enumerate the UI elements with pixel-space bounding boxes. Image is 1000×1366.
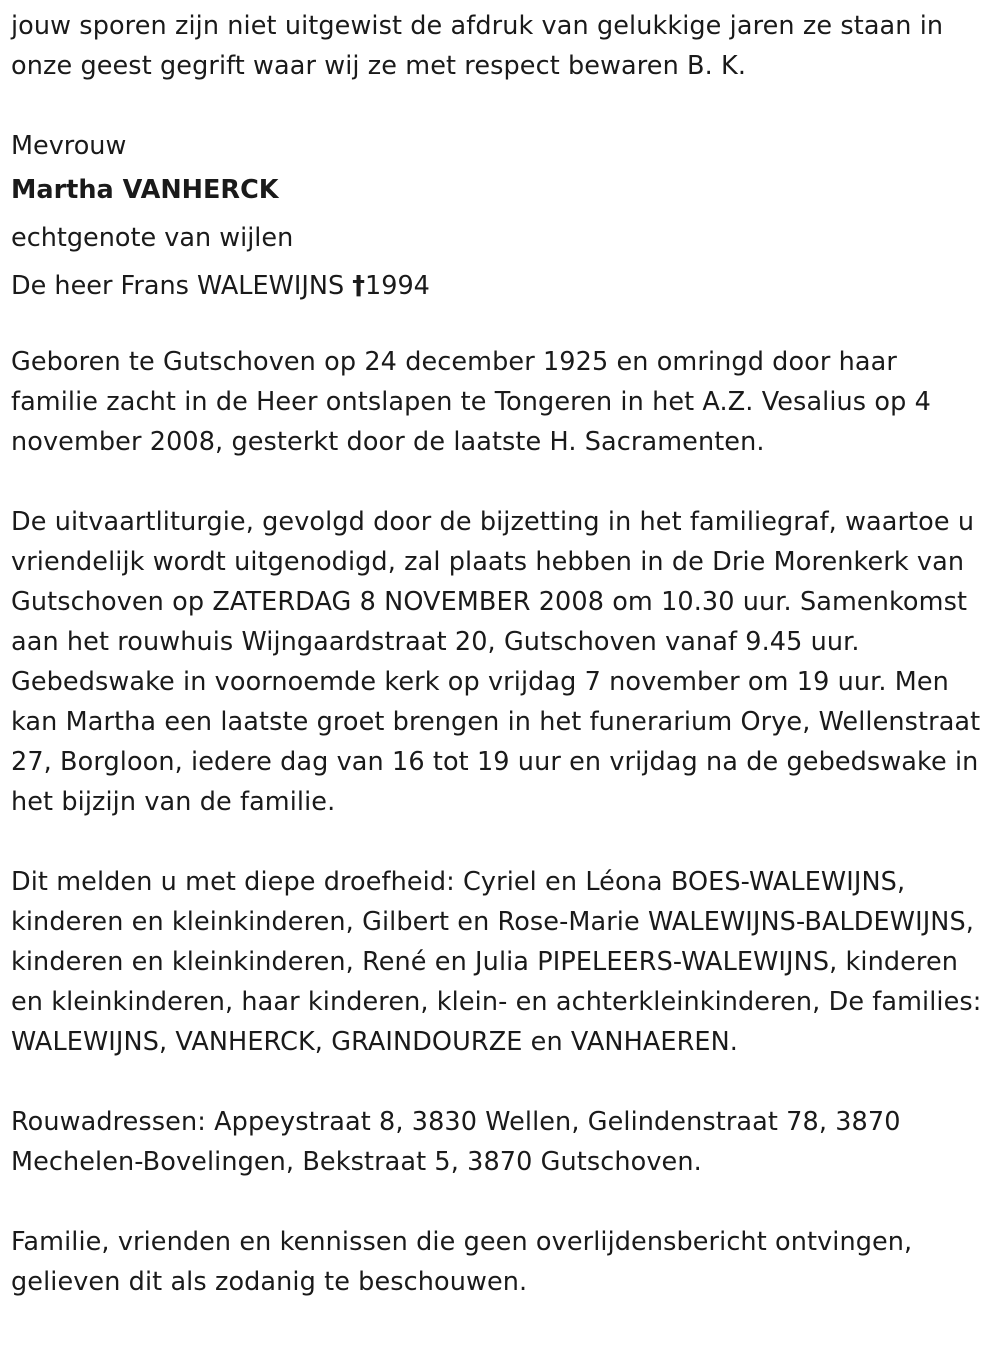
spacer — [11, 462, 989, 502]
closing-paragraph: Familie, vrienden en kennissen die geen overlijdensbericht ontvingen, gelieven dit als zodanig te beschouwen. — [11, 1227, 913, 1297]
spouse-name: De heer Frans WALEWIJNS — [11, 271, 345, 301]
spacer — [11, 310, 989, 342]
relation-text: echtgenote van wijlen — [11, 223, 294, 253]
announcement-paragraph: Dit melden u met diepe droefheid: Cyriel en Léona BOES-WALEWIJNS, kinderen en kleinkinderen, Gilbert en Rose-Marie WALEWIJNS-BALDEWIJNS, kinderen en kleinkinderen, René en Julia PIPELEERS-WALEWIJNS, kinderen en kleinkinderen, haar kinderen, klein- en achterkleinkinderen, De families: WALEWIJNS, VANHERCK, GRAINDOURZE en VANHAEREN. — [11, 867, 982, 1057]
spouse-line — [11, 262, 989, 310]
funeral-paragraph: De uitvaartliturgie, gevolgd door de bijzetting in het familiegraf, waartoe u vriendelijk wordt uitgenodigd, zal plaats hebben in de Drie Morenkerk van Gutschoven op ZATERDAG 8 NOVEMBER 2008 om 10.30 uur. Samenkomst aan het rouwhuis Wijngaardstraat 20, Gutschoven vanaf 9.45 uur. Gebedswake in voornoemde kerk op vrijdag 7 november om 19 uur. Men kan Martha een laatste groet brengen in het funerarium Orye, Wellenstraat 27, Borgloon, iedere dag van 16 tot 19 uur en vrijdag na de gebedswake in het bijzijn van de familie. — [11, 507, 981, 817]
spacer — [11, 1182, 989, 1222]
spacer — [11, 1062, 989, 1102]
memorial-motto: jouw sporen zijn niet uitgewist de afdruk van gelukkige jaren ze staan in onze geest gegrift waar wij ze met respect bewaren B. K. — [11, 11, 944, 81]
honorific-title: Mevrouw — [11, 131, 127, 161]
spouse-death-year: 1994 — [365, 271, 430, 301]
obituary-document — [11, 6, 989, 1302]
spacer — [11, 822, 989, 862]
addresses-paragraph: Rouwadressen: Appeystraat 8, 3830 Wellen, Gelindenstraat 78, 3870 Mechelen-Bovelingen, Bekstraat 5, 3870 Gutschoven. — [11, 1107, 901, 1177]
birth-paragraph: Geboren te Gutschoven op 24 december 1925 en omringd door haar familie zacht in de Heer ontslapen te Tongeren in het A.Z. Vesalius op 4 november 2008, gesterkt door de laatste H. Sacramenten. — [11, 347, 931, 457]
cross-icon: † — [352, 271, 365, 301]
spacer — [11, 86, 989, 126]
deceased-name: Martha VANHERCK — [11, 175, 279, 205]
